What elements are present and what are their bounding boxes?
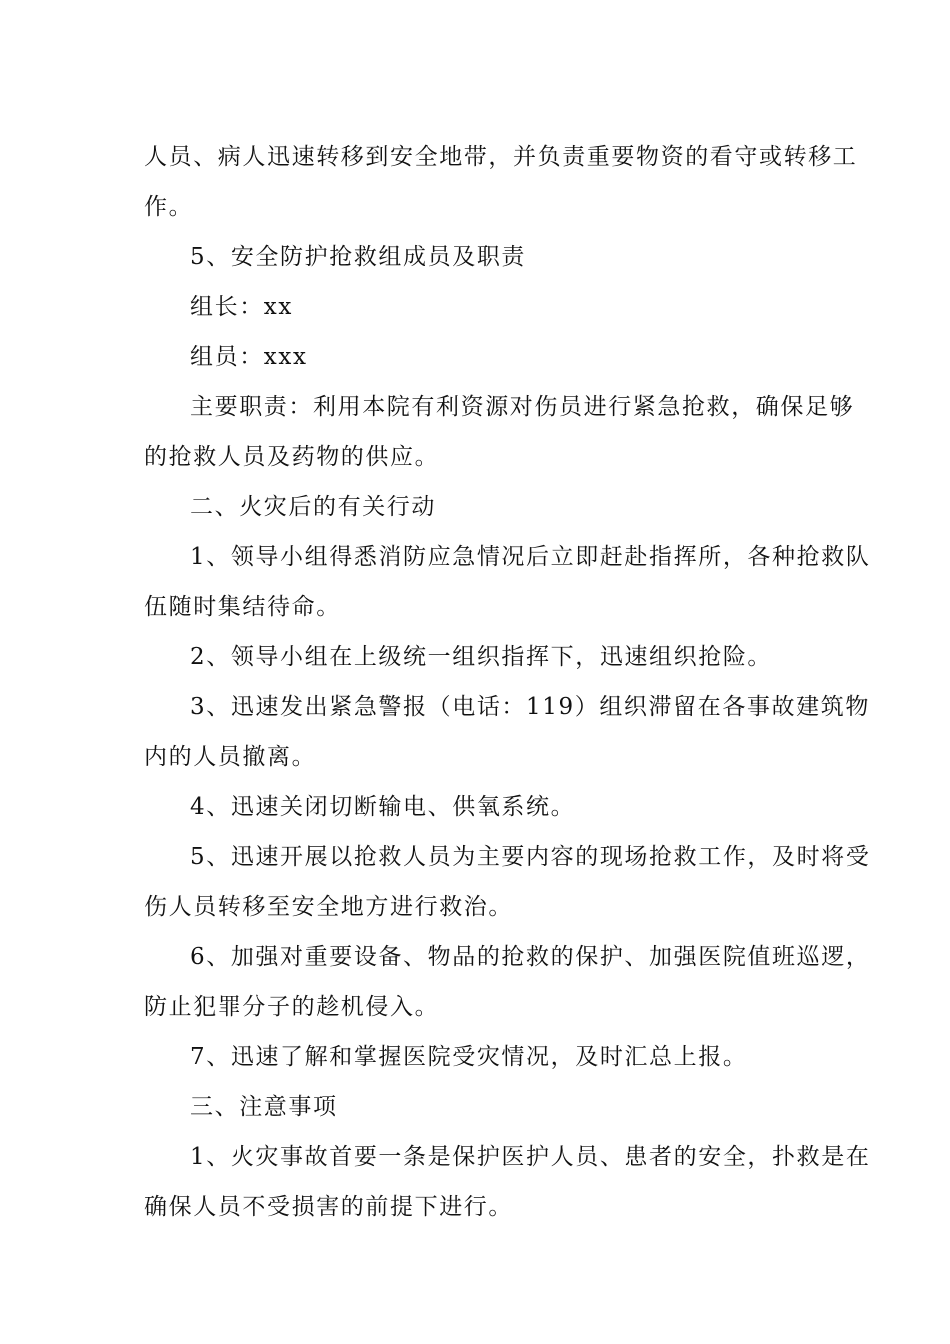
- paragraph-line: 5、迅速开展以抢救人员为主要内容的现场抢救工作，及时将受: [190, 844, 871, 870]
- paragraph-line: 确保人员不受损害的前提下进行。: [144, 1194, 513, 1220]
- paragraph-line: 3、迅速发出紧急警报（电话：119）组织滞留在各事故建筑物: [190, 694, 870, 720]
- paragraph-line: 作。: [144, 194, 194, 220]
- paragraph-line: 伍随时集结待命。: [144, 594, 341, 620]
- paragraph-line: 7、迅速了解和掌握医院受灾情况，及时汇总上报。: [190, 1044, 748, 1070]
- paragraph-line: 的抢救人员及药物的供应。: [144, 444, 440, 470]
- paragraph-line: 主要职责：利用本院有利资源对伤员进行紧急抢救，确保足够: [190, 394, 855, 420]
- team-member-line: 组员：xxx: [190, 344, 308, 370]
- section-heading: 5、安全防护抢救组成员及职责: [190, 244, 527, 270]
- paragraph-line: 伤人员转移至安全地方进行救治。: [144, 894, 513, 920]
- paragraph-line: 内的人员撤离。: [144, 744, 317, 770]
- paragraph-line: 4、迅速关闭切断输电、供氧系统。: [190, 794, 576, 820]
- paragraph-line: 1、火灾事故首要一条是保护医护人员、患者的安全，扑救是在: [190, 1144, 871, 1170]
- section-heading: 三、注意事项: [190, 1094, 338, 1120]
- paragraph-line: 1、领导小组得悉消防应急情况后立即赶赴指挥所，各种抢救队: [190, 544, 871, 570]
- document-body: [144, 132, 871, 1232]
- section-heading: 二、火灾后的有关行动: [190, 494, 436, 520]
- paragraph-line: 防止犯罪分子的趁机侵入。: [144, 994, 440, 1020]
- paragraph-line: 2、领导小组在上级统一组织指挥下，迅速组织抢险。: [190, 644, 773, 670]
- paragraph-line: 人员、病人迅速转移到安全地带，并负责重要物资的看守或转移工: [144, 144, 858, 170]
- team-leader-line: 组长：xx: [190, 294, 293, 320]
- paragraph-line: 6、加强对重要设备、物品的抢救的保护、加强医院值班巡逻，: [190, 944, 871, 970]
